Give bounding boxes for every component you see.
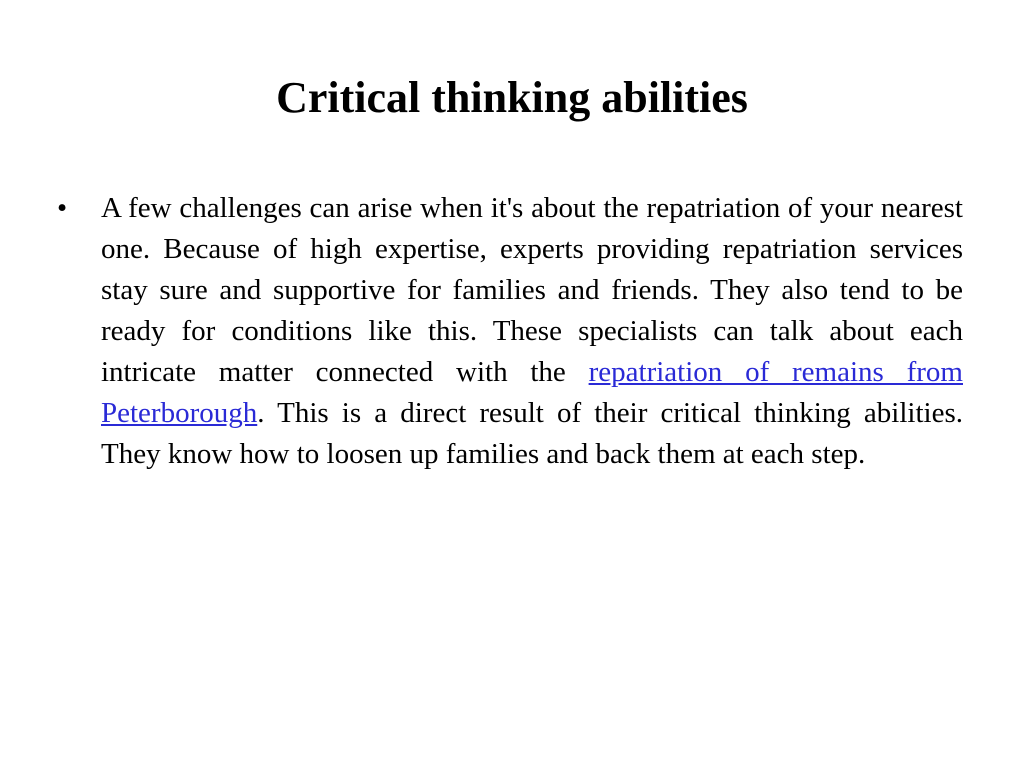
repatriation-link[interactable]: repatriation of remains from Peterborough: [101, 356, 963, 429]
bullet-list: [57, 188, 963, 475]
bullet-item: [57, 188, 963, 475]
paragraph-text-before-link: A few challenges can arise when it's about the repatriation of your nearest one. Because of high expertise, experts providing repatriation services stay sure and supportive for families and friends. They also tend to be ready for conditions like this. These specialists can talk about each intricate matter connected with the: [101, 192, 963, 388]
bullet-icon: •: [57, 192, 68, 224]
slide-title: Critical thinking abilities: [276, 73, 748, 122]
paragraph-text-after-link: . This is a direct result of their critical thinking abilities. They know how to loosen up families and back them at each step.: [101, 397, 963, 470]
